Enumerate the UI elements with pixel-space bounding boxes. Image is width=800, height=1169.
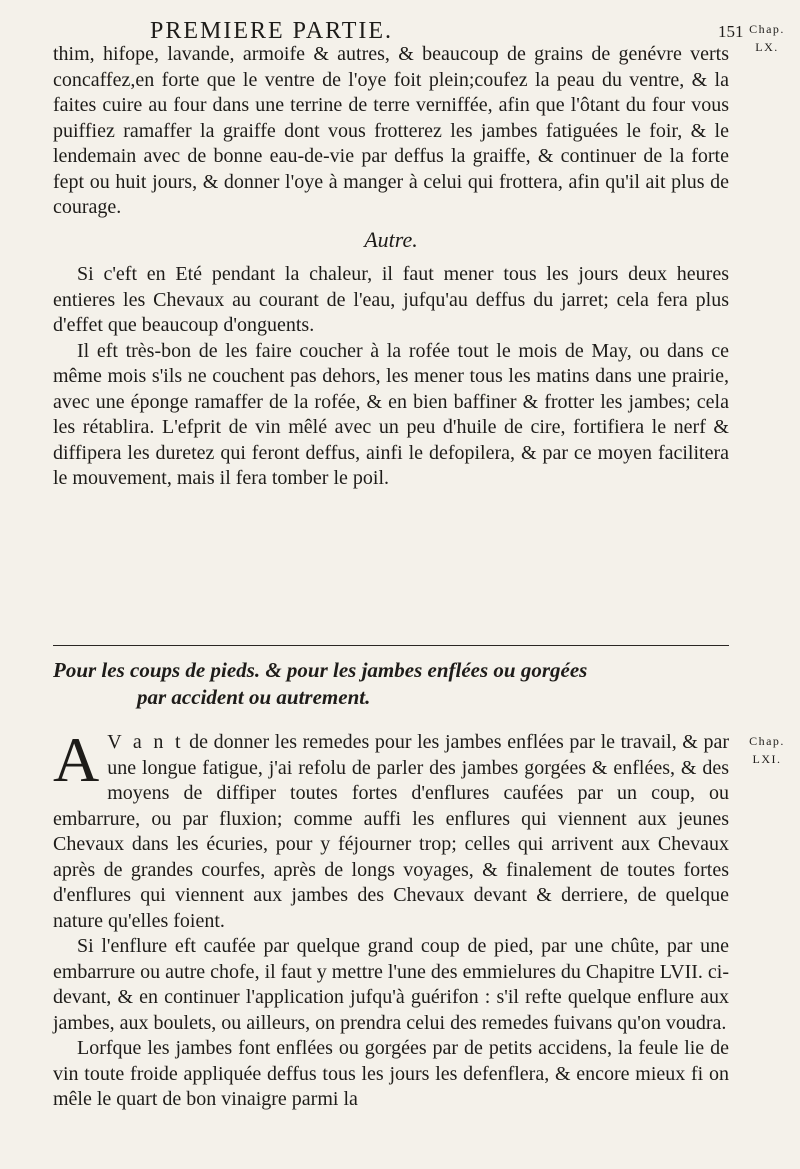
paragraph: Si l'enflure eft caufée par quelque grand coup de pied, par une chûte, par une embarrure ou autre chofe, il faut y mettre l'une des emmielures du Chapitre LVII. ci-devant, & en continuer l'application jufqu'à guérifon : s'il refte quelque enflure aux jambes, aux boulets, ou ailleurs, on prendra celui des remedes fuivans qu'on voudra.	[53, 935, 729, 1034]
margin-note-chap-label: Chap.	[749, 734, 785, 748]
chapter-lx-text	[53, 42, 729, 492]
opening-word: V a n t	[107, 731, 184, 753]
chapter-lxi-title	[53, 657, 729, 711]
margin-note-chap-label: Chap.	[749, 22, 785, 36]
margin-note-chap-lx	[742, 20, 792, 56]
chapter-title-line: Pour les coups de pieds. & pour les jambes enflées ou gorgées	[53, 658, 588, 682]
paragraph: Il eft très-bon de les faire coucher à la rofée tout le mois de May, ou dans ce même mois s'ils ne couchent pas dehors, les mener tous les matins dans une prairie, avec une éponge ramaffer de la rofée, & en bien baffiner & frotter les jambes; cela les rétablira. L'efprit de vin mêlé avec un peu d'huile de cire, fortifiera le nerf & diffipera les duretez qui feront deffus, ainfi le defopilera, & par ce moyen facilitera le mouvement, mais il fera tomber le poil.	[53, 339, 729, 489]
paragraph: Lorfque les jambes font enflées ou gorgées par de petits accidens, la feule lie de vin toute froide appliquée deffus tous les jours les defenflera, & encore mieux fi on mêle le quart de bon vinaigre parmi la	[53, 1037, 729, 1110]
paragraph-text: de donner les remedes pour les jambes enflées par le travail, & par une longue fatigue, j'ai refolu de parler des jambes gorgées & enflées, & des moyens de diffiper toutes fortes d'enflures caufées par un coup, ou embarrure, ou par fluxion; comme auffi les enflures qui viennent aux jeunes Chevaux dans les écuries, pour y féjourner trop; celles qui arrivent aux Chevaux après de grandes courfes, après de longs voyages, & finalement de toutes fortes d'enflures qui viennent aux jambes des Chevaux devant & derriere, de quelque nature qu'elles foient.	[53, 731, 730, 932]
margin-note-chap-number: LX.	[755, 40, 779, 54]
paragraph: Si c'eft en Eté pendant la chaleur, il faut mener tous les jours deux heures entieres les Chevaux au courant de l'eau, jufqu'au deffus du jarret; cela fera plus d'effet que beaucoup d'onguents.	[53, 263, 729, 336]
chapter-title-line: par accident ou autrement.	[137, 685, 371, 709]
sub-heading-autre: Autre.	[364, 226, 418, 252]
paragraph-opening	[53, 724, 730, 934]
chapter-lxi-text	[53, 724, 730, 1113]
page-number: 151	[718, 22, 744, 41]
margin-note-chap-lxi	[742, 732, 792, 768]
drop-cap: A	[53, 724, 100, 795]
margin-note-chap-number: LXI.	[752, 752, 782, 766]
paragraph: thim, hifope, lavande, armoife & autres, & beaucoup de grains de genévre verts concaffez,en forte que le ventre de l'oye foit plein;coufez la peau du ventre, & la faites cuire au four dans une terrine de terre verniffée, afin que l'ôtant du four vous puiffiez ramaffer la graiffe dont vous frotterez les jambes fatiguées le foir, & le lendemain avec de bonne eau-de-vie par deffus la graiffe, & continuer de la forte fept ou huit jours, & donner l'oye à manger à celui qui frottera, afin qu'il ait plus de courage.	[53, 43, 729, 218]
running-head: PREMIERE PARTIE.	[150, 18, 394, 44]
section-divider	[53, 645, 729, 646]
